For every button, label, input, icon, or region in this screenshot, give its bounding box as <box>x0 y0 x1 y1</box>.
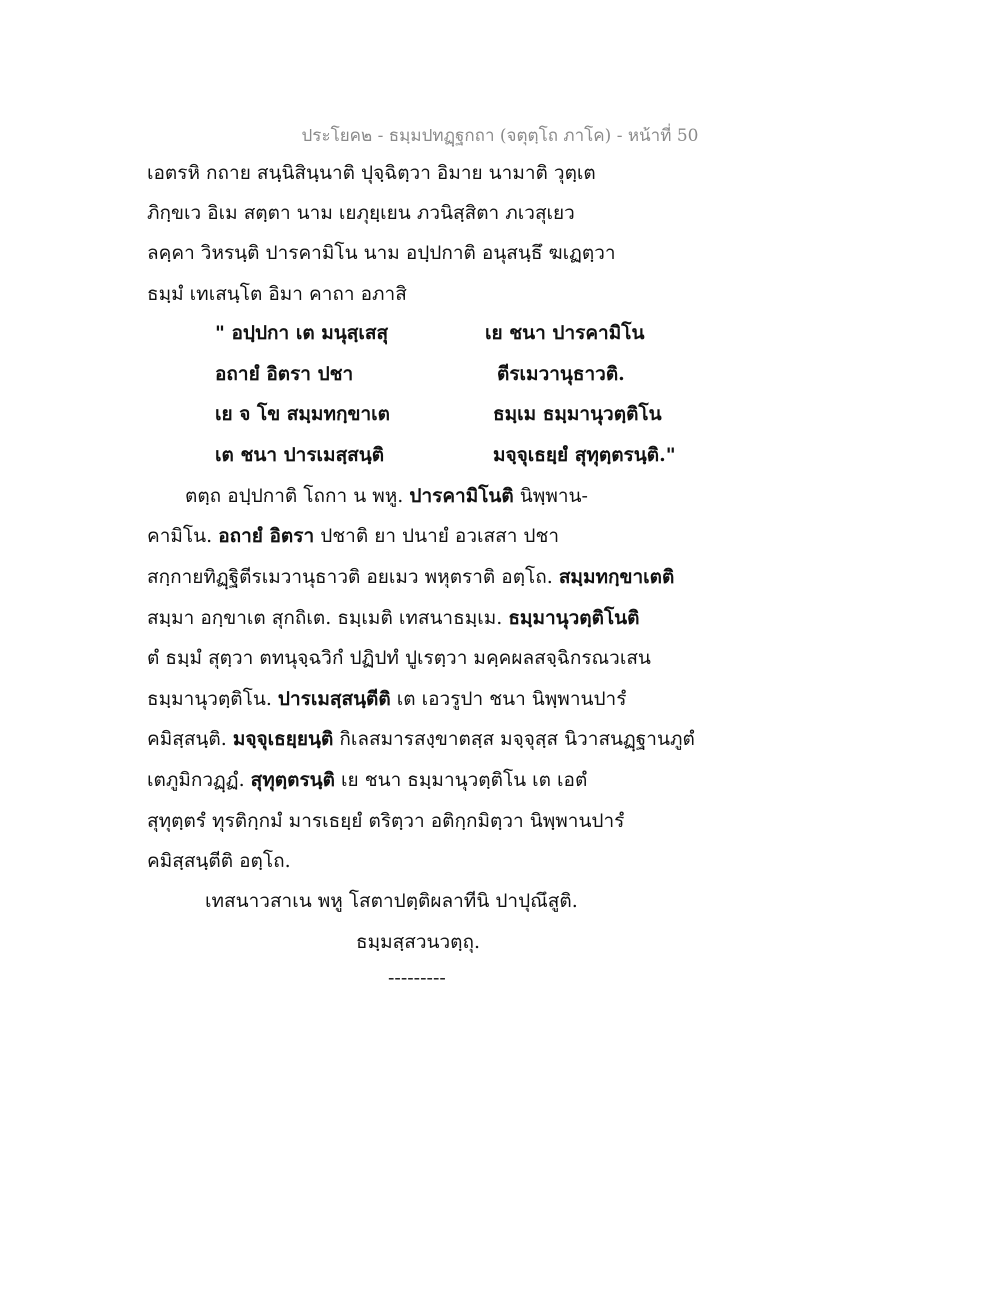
commentary-line <box>147 727 695 751</box>
commentary-term: ปารคามิโนติ <box>409 485 514 507</box>
verse-line-left: " อปฺปกา เต มนุสฺเสสุ <box>215 322 389 344</box>
commentary-segment: ตตฺถ อปฺปกาติ โถกา น พหู. <box>185 485 410 507</box>
commentary-segment: นิพฺพาน- <box>513 485 588 507</box>
text-line: ธมฺมํ เทเสนฺโต อิมา คาถา อภาสิ <box>147 283 407 305</box>
verse-line-left: เต ชนา ปารเมสฺสนฺติ <box>215 444 385 466</box>
commentary-segment: ธมฺมานุวตฺติโน. <box>147 688 278 710</box>
commentary-line <box>147 809 624 833</box>
commentary-term: ธมฺมานุวตฺติโนติ <box>508 607 640 629</box>
commentary-segment: สุทุตฺตรํ ทุรติกฺกมํ มารเธยฺยํ ตริตฺวา อติกฺกมิตฺวา นิพฺพานปารํ <box>147 810 625 832</box>
commentary-term: ปารเมสฺสนฺตีติ <box>277 688 391 710</box>
commentary-term: อถายํ อิตรา <box>218 525 315 547</box>
commentary-line <box>147 768 587 792</box>
commentary-segment: เย ชนา ธมฺมานุวตฺติโน เต เอตํ <box>335 769 588 791</box>
commentary-segment: ตํ ธมฺมํ สุตฺวา ตทนุจฺฉวิกํ ปฏิปทํ ปูเรตฺวา มคฺคผลสจฺฉิกรณวเสน <box>147 647 651 669</box>
commentary-line <box>185 484 588 508</box>
commentary-line <box>147 565 674 589</box>
commentary-segment: ปชาติ ยา ปนายํ อวเสสา ปชา <box>314 525 560 547</box>
commentary-line <box>147 646 651 670</box>
commentary-term: สุทุตฺตรนฺติ <box>250 769 335 791</box>
commentary-line <box>147 849 291 873</box>
verse-line-right: ตีรเมวานุธาวติ. <box>497 363 625 385</box>
text-line: เอตรหิ กถาย สนฺนิสินฺนาติ ปุจฺฉิตฺวา อิมาย นามาติ วุตฺเต <box>147 162 596 184</box>
story-title: ธมฺมสฺสวนวตฺถุ. <box>356 931 481 953</box>
commentary-term: มจฺจุเธยฺยนฺติ <box>232 728 334 750</box>
commentary-segment: กิเลสมารสงฺขาตสฺส มจฺจุสฺส นิวาสนฏฺฐานภูตํ <box>333 728 695 750</box>
text-line: ภิกฺขเว อิเม สตฺตา นาม เยภุยฺเยน ภวนิสฺสิตา ภเวสุเยว <box>147 202 575 224</box>
commentary-segment: คามิโน. <box>147 525 219 547</box>
commentary-segment: คมิสฺสนฺติ. <box>147 728 233 750</box>
commentary-segment: เตภูมิกวฏฺฏํ. <box>147 769 251 791</box>
commentary-line <box>147 606 640 630</box>
commentary-segment: เต เอวรูปา ชนา นิพฺพานปารํ <box>390 688 627 710</box>
verse-line-right: เย ชนา ปารคามิโน <box>485 322 645 344</box>
commentary-term: สมฺมทกฺขาเตติ <box>558 566 675 588</box>
commentary-segment: คมิสฺสนฺตีติ อตฺโถ. <box>147 850 291 872</box>
verse-line-right: มจฺจุเธยฺยํ สุทุตฺตรนฺติ." <box>493 444 676 466</box>
closing-line: เทสนาวสาเน พหู โสตาปตฺติผลาทีนิ ปาปุณึสูติ. <box>205 890 578 912</box>
commentary-line <box>147 687 626 711</box>
verse-line-right: ธมฺเม ธมฺมานุวตฺติโน <box>493 403 662 425</box>
section-divider: --------- <box>388 967 446 989</box>
verse-line-left: เย จ โข สมฺมทกฺขาเต <box>215 403 390 425</box>
verse-line-left: อถายํ อิตรา ปชา <box>215 363 354 385</box>
commentary-segment: สกฺกายทิฏฺฐิตีรเมวานุธาวติ อยเมว พหุตราติ อตฺโถ. <box>147 566 559 588</box>
text-line: ลคฺคา วิหรนฺติ ปารคามิโน นาม อปฺปกาติ อนุสนฺธึ ฆเฏตฺวา <box>147 242 616 264</box>
commentary-line <box>147 524 559 548</box>
commentary-segment: สมฺมา อกฺขาเต สุกถิเต. ธมฺเมติ เทสนาธมฺเม. <box>147 607 509 629</box>
page-header: ประโยค๒ - ธมฺมปทฏฺฐกถา (จตุตฺโถ ภาโค) - หน้าที่ 50 <box>301 126 699 146</box>
